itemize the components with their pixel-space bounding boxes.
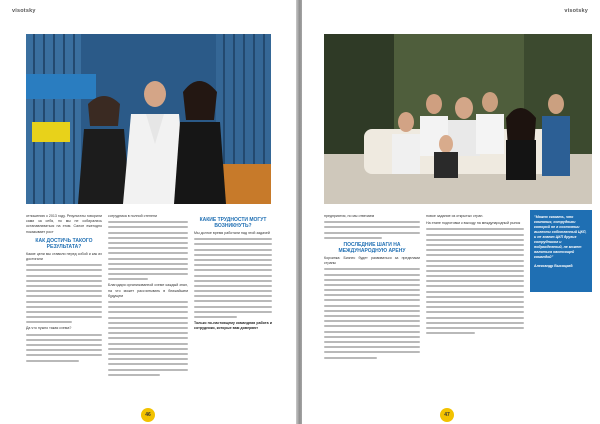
left-col1-para-2: Какие цели мы ставили перед собой и как их достигали <box>26 251 102 262</box>
left-col-1 <box>26 214 102 365</box>
pull-quote-box <box>530 210 592 292</box>
left-page <box>0 0 298 424</box>
family-photo-right-image <box>324 34 592 204</box>
right-col1-para-2: Корзинка: Бизнес будет развиваться за пределами страны <box>324 255 420 266</box>
left-col-3 <box>194 214 272 334</box>
left-col1-para-1: отношению к 2013 году. Результаты говорили сами за себя, но мы не собирались останавливаться на этом. Салон ежегодно показывает рост <box>26 214 102 234</box>
running-head-right: visotsky <box>564 8 588 14</box>
right-col-1 <box>324 214 420 362</box>
page-number-left: 46 <box>141 408 155 422</box>
left-col1-para-3: Да что нужно такая схема? <box>26 326 72 331</box>
family-photo-right <box>324 34 592 204</box>
right-col-2 <box>426 214 524 337</box>
left-col2-para-1: сотрудника в полной степени <box>108 214 157 218</box>
right-col1-para-1: предприятия, но мы отвечаем <box>324 214 375 218</box>
right-col2-para-2: На этапе подготовки к выходу на международный рынок <box>426 221 521 226</box>
right-page <box>302 0 600 424</box>
left-col2-para-2: Благодаря организованной схеме каждый знал, на что может рассчитывать в ближайшем будущем <box>108 283 188 298</box>
left-col3-para-1: Мы долгое время работали над этой задачей <box>194 231 270 235</box>
page-number-right: 47 <box>440 408 454 422</box>
left-col3-bold-para: Только по-настоящему командная работа и сотрудники, которые вам доверяют <box>194 321 272 331</box>
left-col1-heading: КАК ДОСТИЧЬ ТАКОГО РЕЗУЛЬТАТА? <box>35 237 93 250</box>
right-col2-para-1: новое задание из открытых стран. <box>426 214 484 218</box>
right-col1-heading: ПОСЛЕДНИЕ ШАГИ НА МЕЖДУНАРОДНУЮ АРЕНУ <box>338 241 406 254</box>
left-col-2 <box>108 214 188 379</box>
team-photo-left <box>26 34 271 204</box>
pull-quote-text: "Можно сказать, что компания, сотрудники которой не в состоянии вывести собственный ЦКП, и не знают ЦКП других сотрудников и подразделений, не может являться настоящей командой" <box>534 215 587 259</box>
pull-quote-author: Александр Высоцкий <box>534 264 573 268</box>
team-photo-left-image <box>26 34 271 204</box>
running-head-left: visotsky <box>12 8 36 14</box>
left-col3-heading: КАКИЕ ТРУДНОСТИ МОГУТ ВОЗНИКНУТЬ? <box>199 217 267 229</box>
